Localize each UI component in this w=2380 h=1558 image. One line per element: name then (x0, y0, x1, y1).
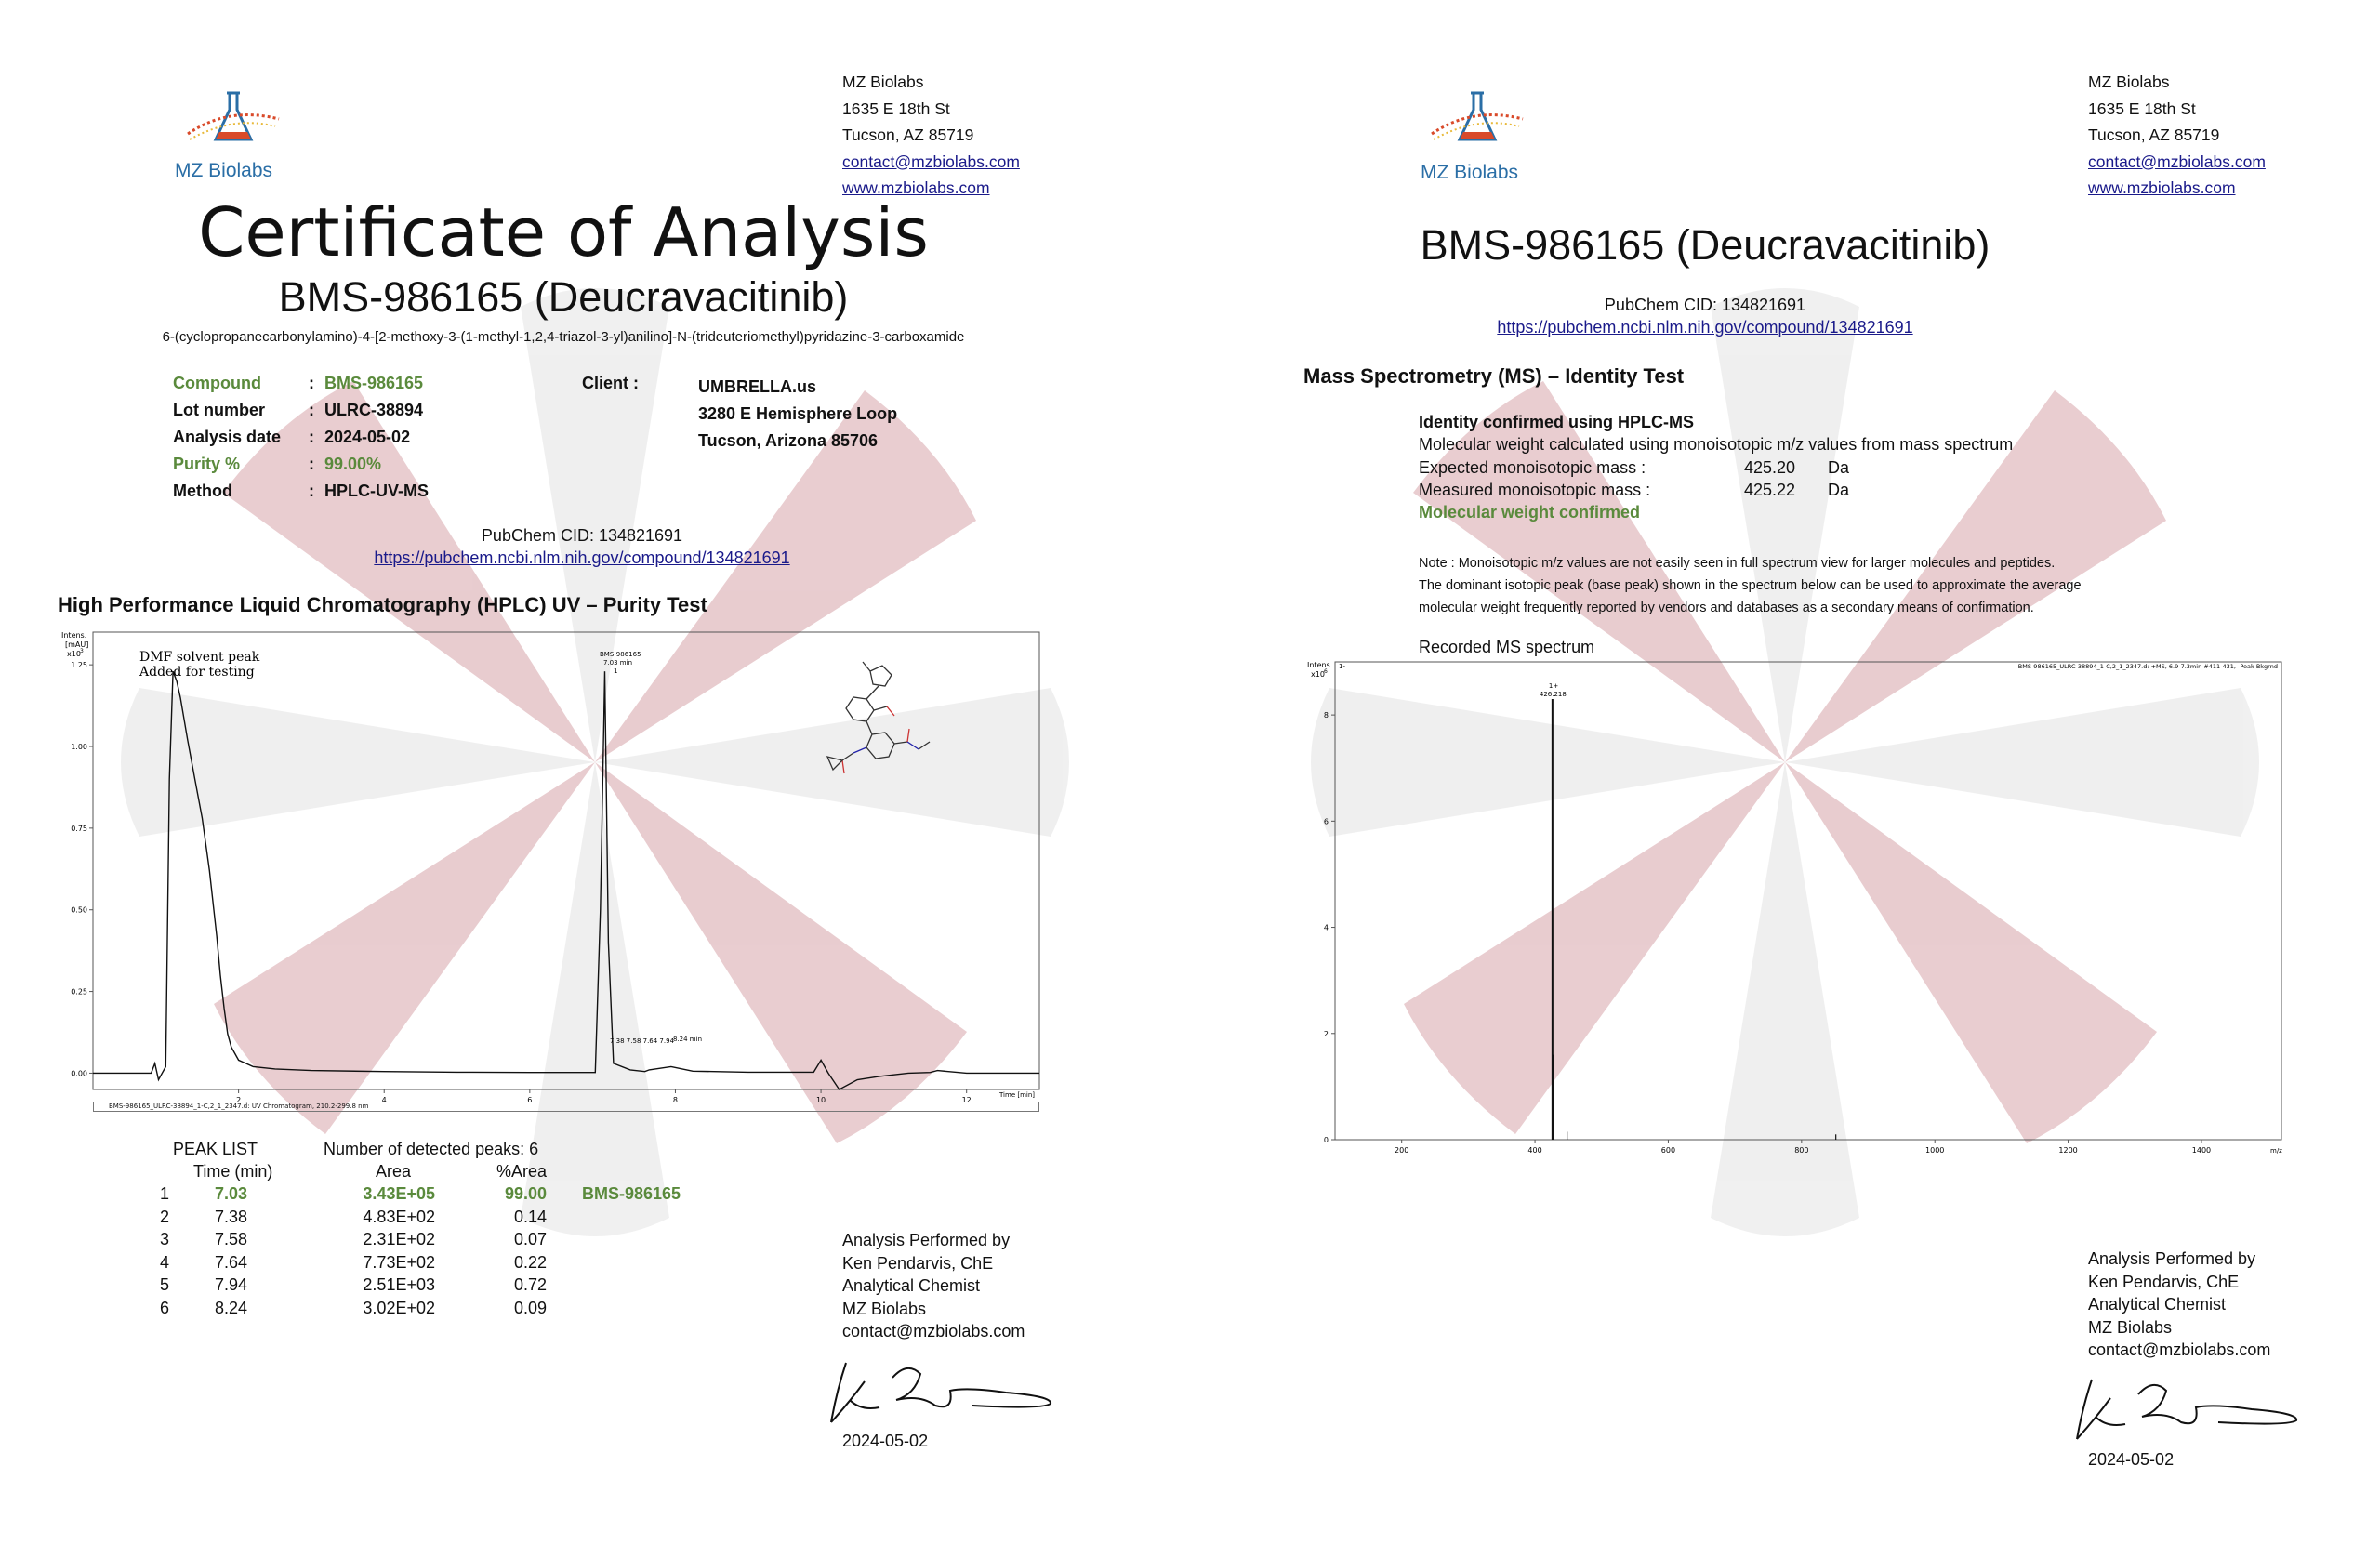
lab-city: Tucson, AZ 85719 (842, 125, 974, 144)
analyst-date: 2024-05-02 (2088, 1450, 2175, 1469)
note-line-3: molecular weight frequently reported by vendors and databases as a secondary means of confirmation. (1419, 601, 2034, 615)
peak-number: 4 (160, 1252, 170, 1272)
lab-website-link[interactable]: www.mzbiolabs.com (842, 178, 990, 197)
analyst-line-1: Analysis Performed by (842, 1231, 1011, 1249)
main-peak-time: 7.03 min (603, 659, 633, 667)
spectrum-title: Recorded MS spectrum (1419, 638, 1595, 656)
peak-area: 4.83E+02 (363, 1207, 435, 1226)
analyst-line-2: Ken Pendarvis, ChE (842, 1253, 994, 1273)
logo-text: MZ Biolabs (175, 160, 273, 181)
analyst-block (2088, 1248, 2270, 1362)
y-tick-label: 6 (1323, 817, 1329, 826)
x-tick-label: 1400 (2191, 1146, 2212, 1155)
analyst-block (842, 1229, 1025, 1343)
peak-area: 2.31E+02 (363, 1230, 435, 1248)
info-value: BMS-986165 (324, 374, 424, 392)
info-label: Lot number (173, 401, 265, 419)
peak-pct: 0.22 (513, 1252, 547, 1272)
y-unit-label-2: x10 (1311, 670, 1325, 679)
lab-address (2088, 69, 2266, 202)
y-tick-label: 1.00 (71, 743, 87, 751)
lab-name: MZ Biolabs (2088, 73, 2170, 91)
x-tick-label: 800 (1794, 1146, 1809, 1155)
y-tick-label: 4 (1323, 923, 1329, 932)
y-tick-label: 0.25 (71, 987, 87, 997)
info-separator: : (309, 428, 314, 446)
pubchem-cid: PubChem CID: 134821691 (481, 526, 683, 545)
logo-text: MZ Biolabs (1421, 162, 1519, 183)
peak-number: 3 (160, 1230, 170, 1248)
hplc-heading: High Performance Liquid Chromatography (HPLC) UV – Purity Test (58, 593, 707, 616)
pubchem-link[interactable]: https://pubchem.ncbi.nlm.nih.gov/compound/134821691 (1497, 318, 1913, 337)
y-tick-label: 0.75 (71, 824, 87, 833)
info-value: 2024-05-02 (324, 428, 411, 446)
analyst-line-5: contact@mzbiolabs.com (842, 1322, 1025, 1340)
identity-line-2: Molecular weight calculated using monoisotopic m/z values from mass spectrum (1419, 435, 2014, 454)
mw-confirmed: Molecular weight confirmed (1419, 503, 1641, 522)
col-header-pct: %Area (496, 1162, 548, 1181)
x-tick-label: 200 (1395, 1146, 1409, 1155)
peak-time: 7.94 (214, 1275, 247, 1294)
iupac-name: 6-(cyclopropanecarbonylamino)-4-[2-methoxy-3-(1-methyl-1,2,4-triazol-3-yl)anilino]-N-(trideuteriomethyl)pyridazine-3-carboxamide (162, 329, 965, 345)
col-header-area: Area (376, 1162, 412, 1181)
peak-area: 7.73E+02 (363, 1252, 435, 1272)
note-line-2: The dominant isotopic peak (base peak) shown in the spectrum below can be used to approximate the average (1419, 578, 2082, 593)
analyst-line-1: Analysis Performed by (2088, 1249, 2256, 1268)
lab-street: 1635 E 18th St (842, 99, 950, 118)
measured-mass-unit: Da (1828, 481, 1850, 499)
lab-street: 1635 E 18th St (2088, 99, 2196, 118)
flask-logo-icon (1426, 87, 1528, 152)
y-unit-label-2: [mAU] (65, 640, 89, 649)
x-tick-label: 8 (672, 1096, 679, 1104)
ms-peaks (1553, 699, 1836, 1140)
ms-spectrum (1305, 656, 2293, 1162)
peak-number: 6 (160, 1298, 170, 1317)
col-header-time: Time (min) (193, 1162, 273, 1181)
detected-peaks: Number of detected peaks: 6 (324, 1140, 539, 1158)
y-tick-label: 0 (1323, 1136, 1329, 1144)
peak-number: 1 (160, 1184, 170, 1203)
peak-pct: 0.07 (513, 1230, 547, 1248)
corner-label: 1- (1339, 663, 1345, 670)
client-name: UMBRELLA.us (698, 377, 816, 396)
y-unit-label-1: Intens. (61, 631, 87, 640)
peak-list-title: PEAK LIST (173, 1140, 258, 1158)
info-separator: : (309, 374, 314, 392)
x-axis-unit: m/z (2270, 1147, 2282, 1155)
compound-title: BMS-986165 (Deucravacitinib) (278, 273, 849, 321)
measured-mass-label: Measured monoisotopic mass : (1419, 481, 1651, 499)
info-separator: : (309, 482, 314, 500)
peak-pct: 0.14 (513, 1207, 547, 1226)
x-tick-label: 600 (1660, 1146, 1676, 1155)
expected-mass-label: Expected monoisotopic mass : (1419, 458, 1646, 477)
analyst-line-5: contact@mzbiolabs.com (2088, 1340, 2271, 1359)
spectrum-header: BMS-986165_ULRC-38894_1-C,2_1_2347.d: +MS, 6.9-7.3min #411-431, -Peak Bkgrnd (2017, 663, 2278, 670)
flask-logo-icon (182, 87, 284, 152)
analyst-line-4: MZ Biolabs (2088, 1317, 2173, 1337)
peak-pct: 0.72 (513, 1275, 547, 1294)
coa-page-ms (1190, 0, 2380, 1558)
chromatogram-trace (93, 671, 1039, 1089)
lab-name: MZ Biolabs (842, 73, 924, 91)
x-tick-label: 1000 (1925, 1146, 1945, 1155)
info-label: Compound (173, 374, 261, 392)
peak-number: 5 (160, 1275, 170, 1294)
expected-mass-value: 425.20 (1744, 458, 1796, 477)
plot-frame (1335, 662, 2281, 1140)
peak-time: 7.03 (214, 1184, 247, 1203)
peak-area: 3.43E+05 (363, 1184, 435, 1203)
compound-title: BMS-986165 (Deucravacitinib) (1420, 221, 1990, 269)
ms-heading: Mass Spectrometry (MS) – Identity Test (1303, 364, 1685, 388)
x-tick-label: 400 (1527, 1146, 1542, 1155)
x-axis-unit: Time [min] (999, 1091, 1036, 1099)
y-unit-label-1: Intens. (1307, 661, 1333, 669)
y-tick-label: 2 (1323, 1029, 1329, 1038)
molecule-structure-image (827, 662, 930, 773)
plot-frame (93, 632, 1039, 1089)
minor-peaks-label: 7.38 7.58 7.64 7.94 (610, 1037, 675, 1045)
peak-area: 3.02E+02 (363, 1298, 435, 1317)
x-tick-label: 2 (236, 1096, 242, 1104)
peak-time: 7.64 (214, 1252, 247, 1272)
last-peak-label: 8.24 min (673, 1036, 703, 1043)
pubchem-cid: PubChem CID: 134821691 (1604, 296, 1806, 314)
analyst-line-3: Analytical Chemist (2088, 1295, 2227, 1314)
x-tick-label: 10 (815, 1096, 826, 1104)
chart-legend: BMS-986165_ULRC-38894_1-C,2_1_2347.d: UV Chromatogram, 210.2-299.8 nm (93, 1102, 1039, 1112)
peak-number: 2 (160, 1207, 170, 1226)
x-tick-label: 12 (961, 1096, 972, 1104)
info-label: Method (173, 482, 232, 500)
peak-time: 7.38 (214, 1207, 247, 1226)
analyst-line-4: MZ Biolabs (842, 1299, 927, 1318)
peak-mz-label: 426.218 (1539, 690, 1567, 698)
lab-address (842, 69, 1020, 202)
info-label: Analysis date (173, 428, 282, 446)
note-line-1: Note : Monoisotopic m/z values are not easily seen in full spectrum view for larger molecules and peptides. (1419, 556, 2056, 571)
solvent-annotation-1: DMF solvent peak (139, 650, 260, 665)
peak-pct: 0.09 (513, 1298, 547, 1317)
analyst-signature (2069, 1370, 2315, 1445)
client-info (698, 374, 897, 455)
client-street: 3280 E Hemisphere Loop (698, 404, 898, 423)
analyst-line-2: Ken Pendarvis, ChE (2088, 1272, 2240, 1291)
info-separator: : (309, 455, 314, 473)
certificate-title: Certificate of Analysis (198, 193, 929, 271)
info-label: Purity % (173, 455, 241, 473)
main-peak-name: BMS-986165 (600, 651, 641, 658)
analyst-line-3: Analytical Chemist (842, 1276, 981, 1295)
client-city: Tucson, Arizona 85706 (698, 431, 879, 450)
y-unit-exp: 6 (1324, 668, 1328, 675)
y-unit-label-3: x10 (67, 650, 81, 658)
x-tick-label: 6 (527, 1096, 533, 1104)
info-value: 99.00% (324, 455, 382, 473)
x-tick-label: 1200 (2058, 1146, 2078, 1155)
pubchem-link[interactable]: https://pubchem.ncbi.nlm.nih.gov/compound/134821691 (374, 548, 790, 567)
measured-mass-value: 425.22 (1744, 481, 1796, 499)
peak-area: 2.51E+03 (363, 1275, 435, 1294)
y-tick-label: 1.25 (71, 661, 87, 670)
y-tick-label: 0.50 (71, 905, 87, 915)
peak-time: 8.24 (214, 1298, 247, 1317)
x-tick-label: 4 (381, 1096, 387, 1104)
note-block (1419, 552, 2082, 619)
peak-charge-label: 1+ (1548, 681, 1559, 690)
y-tick-label: 0.00 (71, 1069, 87, 1078)
lab-email-link[interactable]: contact@mzbiolabs.com (2088, 152, 2266, 171)
analyst-signature (824, 1353, 1069, 1428)
lab-website-link[interactable]: www.mzbiolabs.com (2088, 178, 2236, 197)
peak-time: 7.58 (214, 1230, 247, 1248)
info-value: HPLC-UV-MS (324, 482, 429, 500)
main-peak-number: 1 (614, 667, 618, 675)
hplc-chromatogram (56, 627, 1043, 1116)
client-label: Client : (582, 374, 639, 392)
lab-city: Tucson, AZ 85719 (2088, 125, 2220, 144)
peak-pct: 99.00 (504, 1184, 547, 1203)
peak-compound: BMS-986165 (582, 1184, 681, 1203)
y-tick-label: 8 (1323, 711, 1329, 720)
identity-line-1: Identity confirmed using HPLC-MS (1419, 413, 1695, 431)
info-value: ULRC-38894 (324, 401, 424, 419)
solvent-annotation-2: Added for testing (139, 665, 255, 680)
expected-mass-unit: Da (1828, 458, 1850, 477)
info-separator: : (309, 401, 314, 419)
y-unit-exp: 3 (80, 648, 84, 654)
lab-email-link[interactable]: contact@mzbiolabs.com (842, 152, 1020, 171)
analyst-date: 2024-05-02 (842, 1432, 929, 1450)
